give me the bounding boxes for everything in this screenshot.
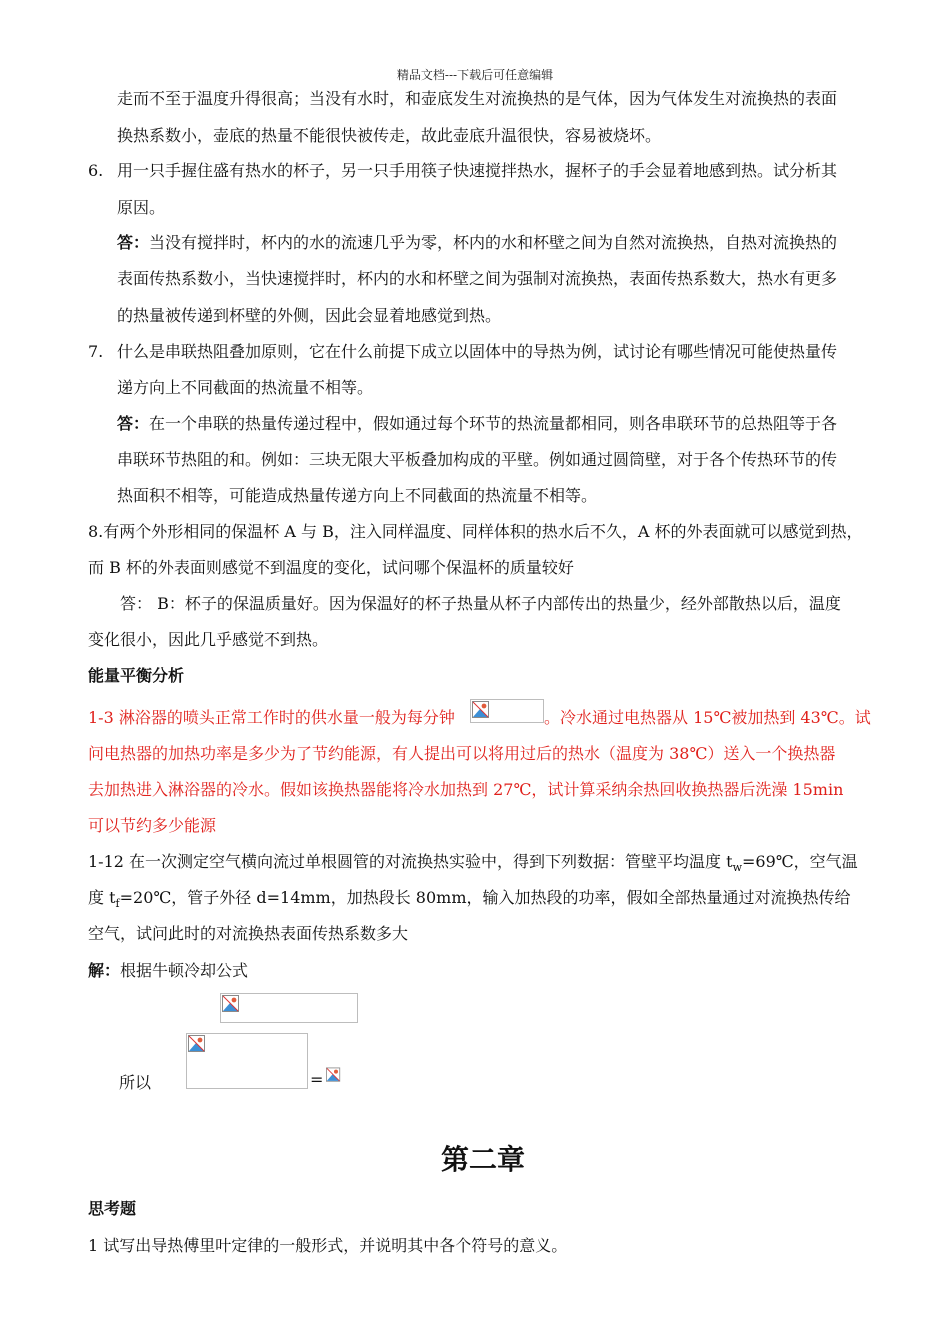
text-run: =69℃，空气温 <box>741 852 858 871</box>
question-text: 原因。 <box>117 198 166 217</box>
section-heading: 能量平衡分析 <box>88 666 185 685</box>
question-number: 7. <box>88 342 104 361</box>
solution-text: 根据牛顿冷却公式 <box>120 961 249 980</box>
question-text: 8.有两个外形相同的保温杯 A 与 B，注入同样温度、同样体积的热水后不久，A 杯的外表面就可以感觉到热， <box>88 522 863 541</box>
solution-label: 解： <box>88 961 121 980</box>
problem-text: 可以节约多少能源 <box>88 816 217 835</box>
problem-text: 空气，试问此时的对流换热表面传热系数多大 <box>88 924 409 943</box>
page-header: 精品文档---下载后可任意编辑 <box>396 68 554 82</box>
answer-line: 表面传热系数小，当快速搅拌时，杯内的水和杯壁之间为强制对流换热，表面传热系数大，热水有更多 <box>117 269 838 288</box>
problem-text <box>88 852 858 878</box>
answer-text: 当没有搅拌时，杯内的水的流速几乎为零，杯内的水和杯壁之间为自然对流换热，自热对流换热的 <box>149 233 838 252</box>
text-run: 度 t <box>88 888 116 907</box>
answer-line: 串联环节热阻的和。例如：三块无限大平板叠加构成的平壁。例如通过圆筒壁，对于各个传热环节的传 <box>117 450 838 469</box>
answer-line: 变化很小，因此几乎感觉不到热。 <box>88 630 329 649</box>
problem-text: 。冷水通过电热器从 15℃被加热到 43℃。试 <box>544 708 871 727</box>
broken-image-icon <box>220 993 358 1023</box>
broken-image-icon <box>325 1065 341 1085</box>
answer-label: 答： <box>117 414 150 433</box>
problem-text <box>88 888 851 914</box>
answer-line: 热面积不相等，可能造成热量传递方向上不同截面的热流量不相等。 <box>117 486 598 505</box>
problem-text: 问电热器的加热功率是多少为了节约能源，有人提出可以将用过后的热水（温度为 38℃）送入一个换热器 <box>88 744 836 763</box>
equals-sign: = <box>310 1070 324 1089</box>
answer-line: 的热量被传递到杯壁的外侧，因此会显着地感觉到热。 <box>117 306 502 325</box>
paragraph-line: 换热系数小，壶底的热量不能很快被传走，故此壶底升温很快，容易被烧坏。 <box>117 126 662 145</box>
therefore-label: 所以 <box>119 1073 152 1092</box>
solution-line <box>88 961 248 981</box>
question-text: 1 试写出导热傅里叶定律的一般形式，并说明其中各个符号的意义。 <box>88 1236 568 1255</box>
section-heading: 思考题 <box>88 1199 137 1218</box>
text-run: =20℃，管子外径 d=14mm，加热段长 80mm，输入加热段的功率，假如全部热量通过对流换热传给 <box>119 888 851 907</box>
question-text: 递方向上不同截面的热流量不相等。 <box>117 378 374 397</box>
answer-line <box>117 414 837 434</box>
question-text: 用一只手握住盛有热水的杯子，另一只手用筷子快速搅拌热水，握杯子的手会显着地感到热。试分析其 <box>117 161 838 180</box>
paragraph-line: 走而不至于温度升得很高；当没有水时，和壶底发生对流换热的是气体，因为气体发生对流换热的表面 <box>117 89 838 108</box>
answer-line <box>117 233 837 253</box>
answer-text: 在一个串联的热量传递过程中，假如通过每个环节的热流量都相同，则各串联环节的总热阻等于各 <box>149 414 838 433</box>
question-number: 6. <box>88 161 104 180</box>
broken-image-icon <box>470 699 544 723</box>
subscript: w <box>732 861 742 875</box>
text-run: 1-12 在一次测定空气横向流过单根圆管的对流换热实验中，得到下列数据：管壁平均温度 t <box>88 852 733 871</box>
question-text: 而 B 杯的外表面则感觉不到温度的变化，试问哪个保温杯的质量较好 <box>88 558 574 577</box>
subscript: f <box>115 897 120 911</box>
broken-image-icon <box>186 1033 308 1089</box>
problem-text: 去加热进入淋浴器的冷水。假如该换热器能将冷水加热到 27℃，试计算采纳余热回收换热器后洗澡 15min <box>88 780 844 799</box>
question-text: 什么是串联热阻叠加原则，它在什么前提下成立以固体中的导热为例，试讨论有哪些情况可能使热量传 <box>117 342 838 361</box>
chapter-title: 第二章 <box>440 1143 525 1176</box>
problem-text: 1-3 淋浴器的喷头正常工作时的供水量一般为每分钟 <box>88 708 455 727</box>
answer-line: 答： B：杯子的保温质量好。因为保温好的杯子热量从杯子内部传出的热量少，经外部散热以后，温度 <box>120 594 841 613</box>
answer-label: 答： <box>117 233 150 252</box>
